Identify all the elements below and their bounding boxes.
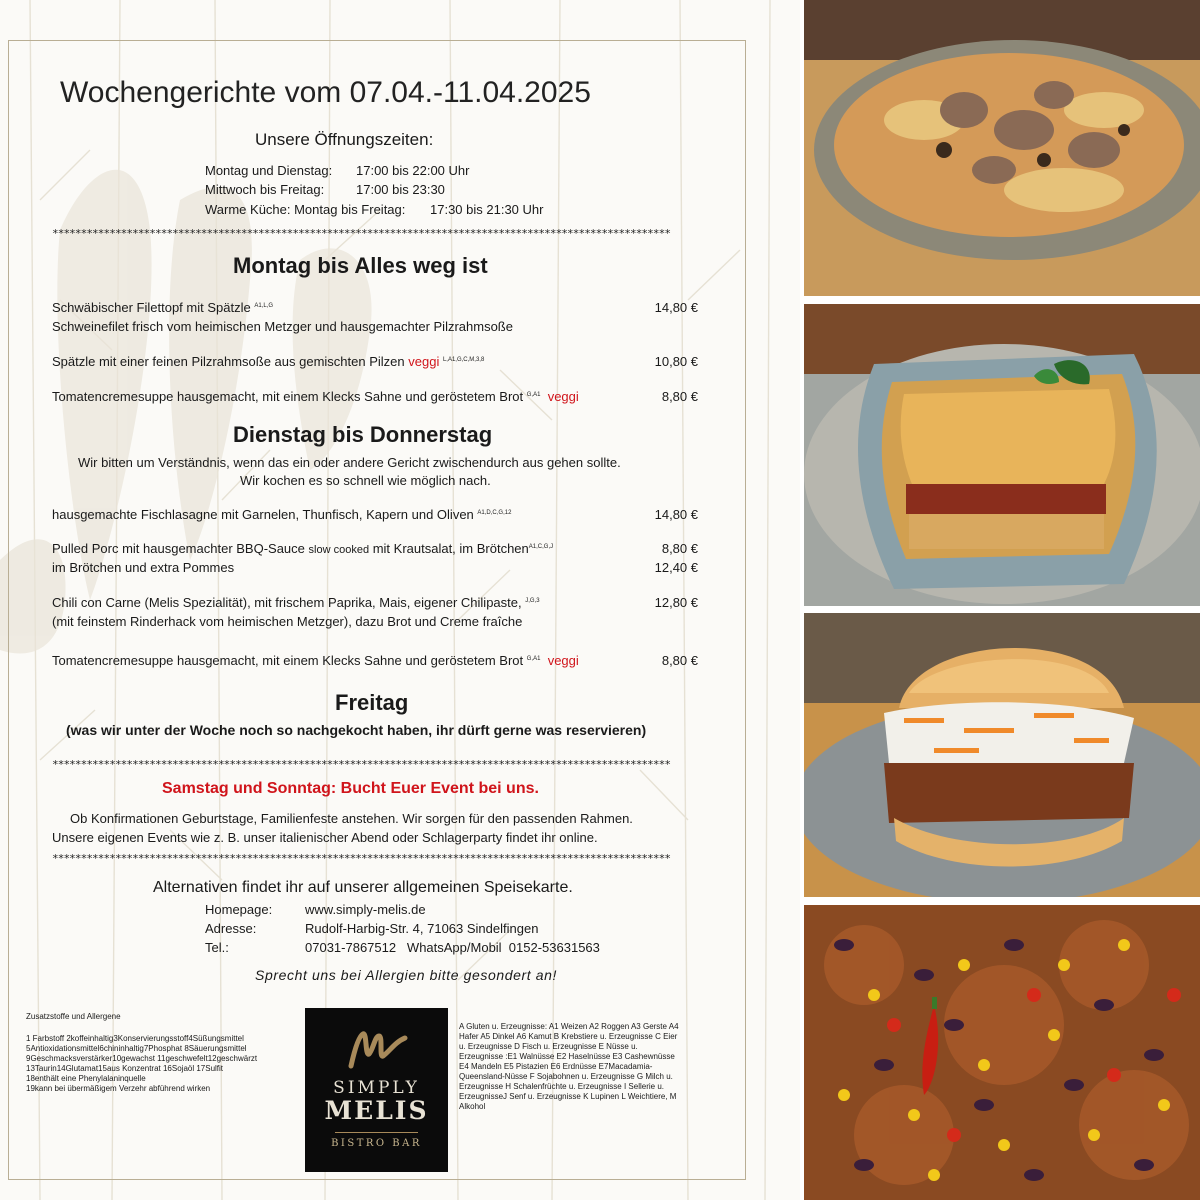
veggi-label: veggi (547, 653, 579, 668)
homepage-link[interactable]: www.simply-melis.de (305, 902, 426, 917)
menu-item-price: 8,80 € (661, 653, 698, 668)
section-subheading-freitag: (was wir unter der Woche noch so nachgekocht haben, ihr dürft gerne was reservieren) (66, 722, 647, 738)
allergen-codes: A1,L,G (254, 303, 274, 309)
photo-lasagne (804, 304, 1200, 606)
allergen-codes: A1,D,C,G,12 (477, 510, 512, 516)
logo-text-simply: SIMPLY (333, 1078, 420, 1098)
logo-divider (335, 1132, 418, 1133)
hours-label-1: Montag und Dienstag: (205, 163, 333, 178)
allergen-codes: J,G,3 (525, 598, 540, 604)
photo-filettopf (804, 0, 1200, 296)
menu-item-name: hausgemachte Fischlasagne mit Garnelen, Thunfisch, Kapern und Oliven $^{A1,D,C,G,12}$ (52, 507, 512, 522)
alternatives-heading: Alternativen findet ihr auf unserer allgemeinen Speisekarte. (153, 879, 573, 896)
menu-item-price: 14,80 € (654, 300, 698, 315)
allergen-codes: G,A1 (526, 656, 541, 662)
menu-item-price: 10,80 € (654, 354, 698, 369)
hours-value-1: 17:00 bis 22:00 Uhr (356, 163, 470, 178)
allergens-list: A Gluten u. Erzeugnisse: A1 Weizen A2 Roggen A3 Gerste A4 Hafer A5 Dinkel A6 Kamut B Krebstiere u. Erzeugnisse C Eier u. Erzeugnisse D Fisch u. Erzeugnisse E Nüsse u. Erzeugnisse :E1 Walnüsse E2 Haselnüsse E3 Cashewnüsse E4 Mandeln E5 Pistazien E6 Erdnüsse E7Macadamia- Queensland-Nüsse F Sojabohnen u. Erzeugnisse G Milch u. Erzeugnisse H Schalenfrüchte u. Erzeugnisse I Sellerie u. ErzeugnisseJ Senf u. Erzeugnisse K Lupinen L Weichtiere, M Alkohol (459, 1022, 679, 1111)
event-heading: Samstag und Sonntag: Bucht Euer Event bei uns. (162, 780, 539, 797)
logo-text-melis: MELIS (324, 1096, 429, 1125)
contact-label: Homepage: (205, 902, 273, 917)
divider-stars: ************************************************************************************************************ (52, 852, 671, 865)
section-note: Wir bitten um Verständnis, wenn das ein oder andere Gericht zwischendurch aus gehen sollte. (78, 455, 621, 470)
allergen-codes: L,A1,G,C,M,3,8 (442, 357, 485, 363)
food-photo-column (800, 0, 1200, 1200)
veggi-label: veggi (547, 389, 579, 404)
address-value: Rudolf-Harbig-Str. 4, 71063 Sindelfingen (305, 921, 539, 936)
menu-item-name: Tomatencremesuppe hausgemacht, mit einem Klecks Sahne und geröstetem Brot $^{G,A1}$ veggi (52, 389, 579, 404)
opening-hours-heading: Unsere Öffnungszeiten: (255, 130, 434, 149)
contact-label: Tel.: (205, 940, 229, 955)
section-heading-montag: Montag bis Alles weg ist (233, 253, 488, 278)
section-heading-freitag: Freitag (335, 690, 409, 715)
menu-item-description: (mit feinstem Rinderhack vom heimischen Metzger), dazu Brot und Creme fraîche (52, 614, 523, 629)
hours-value-2: 17:00 bis 23:30 (356, 182, 445, 197)
allergen-codes: A1,C,G,J (528, 544, 554, 550)
phone-value: 07031-7867512 WhatsApp/Mobil 0152-53631563 (305, 940, 600, 955)
additives-heading: Zusatzstoffe und Allergene (26, 1012, 121, 1021)
logo-text-bistro-bar: BISTRO BAR (331, 1138, 422, 1149)
section-note: Wir kochen es so schnell wie möglich nach. (240, 473, 491, 488)
menu-item-name: Chili con Carne (Melis Spezialität), mit frischem Paprika, Mais, eigener Chilipaste, $^{J,G,3}$ (52, 595, 540, 610)
menu-item-price: 8,80 € (661, 389, 698, 404)
menu-item-name: Schwäbischer Filettopf mit Spätzle $^{A1,L,G}$ (52, 300, 274, 315)
hours-label-3: Warme Küche: Montag bis Freitag: (205, 202, 406, 217)
contact-label: Adresse: (205, 921, 257, 936)
event-text: Ob Konfirmationen Geburtstage, Familienfeste anstehen. Wir sorgen für den passenden Rahmen. (70, 811, 633, 826)
divider-stars: ************************************************************************************************************ (52, 758, 671, 771)
simply-melis-logo (305, 1008, 448, 1172)
divider-stars: ************************************************************************************************************ (52, 227, 671, 240)
menu-item-price: 12,80 € (654, 595, 698, 610)
menu-item-price: 8,80 € (661, 541, 698, 556)
menu-item-name: Tomatencremesuppe hausgemacht, mit einem Klecks Sahne und geröstetem Brot $^{G,A1}$ veggi (52, 653, 579, 668)
event-text: Unsere eigenen Events wie z. B. unser italienischer Abend oder Schlagerparty findet ihr online. (52, 830, 598, 845)
logo-m-mark-icon (345, 1028, 411, 1072)
page-title: Wochengerichte vom 07.04.-11.04.2025 (60, 76, 591, 109)
menu-item-variant: im Brötchen und extra Pommes (52, 560, 235, 575)
photo-chili-con-carne (804, 905, 1200, 1200)
hours-value-3: 17:30 bis 21:30 Uhr (430, 202, 544, 217)
veggi-label: veggi (408, 354, 440, 369)
menu-item-name: Pulled Porc mit hausgemachter BBQ-Sauce slow cooked mit Krautsalat, im Brötchen$^{A1,C,G,J}$ (52, 541, 554, 556)
allergen-codes: G,A1 (526, 392, 541, 398)
additives-list: 1 Farbstoff 2koffeinhaltig3Konservierungsstoff4Süßungsmittel 5Antioxidationsmittel6chininhaltig7Phosphat 8Säuerungsmittel 9Geschmacksverstärker10gewachst 11geschwefelt12geschwärzt 13Taurin14Glutamat15aus Konzentrat 16Sojaöl 17Sulfit 18enthält eine Phenylalaninquelle 19kann bei übermäßigem Verzehr abführend wirken (26, 1034, 258, 1093)
menu-item-description: Schweinefilet frisch vom heimischen Metzger und hausgemachter Pilzrahmsoße (52, 319, 513, 334)
hours-label-2: Mittwoch bis Freitag: (205, 182, 325, 197)
menu-item-name: Spätzle mit einer feinen Pilzrahmsoße aus gemischten Pilzen veggi $^{L,A1,G,C,M,3,8}$ (52, 354, 485, 369)
menu-item-price-variant: 12,40 € (654, 560, 698, 575)
menu-item-price: 14,80 € (654, 507, 698, 522)
section-heading-dienstag: Dienstag bis Donnerstag (233, 422, 493, 447)
photo-pulled-porc (804, 613, 1200, 897)
allergy-note: Sprecht uns bei Allergien bitte gesondert an! (255, 967, 557, 983)
